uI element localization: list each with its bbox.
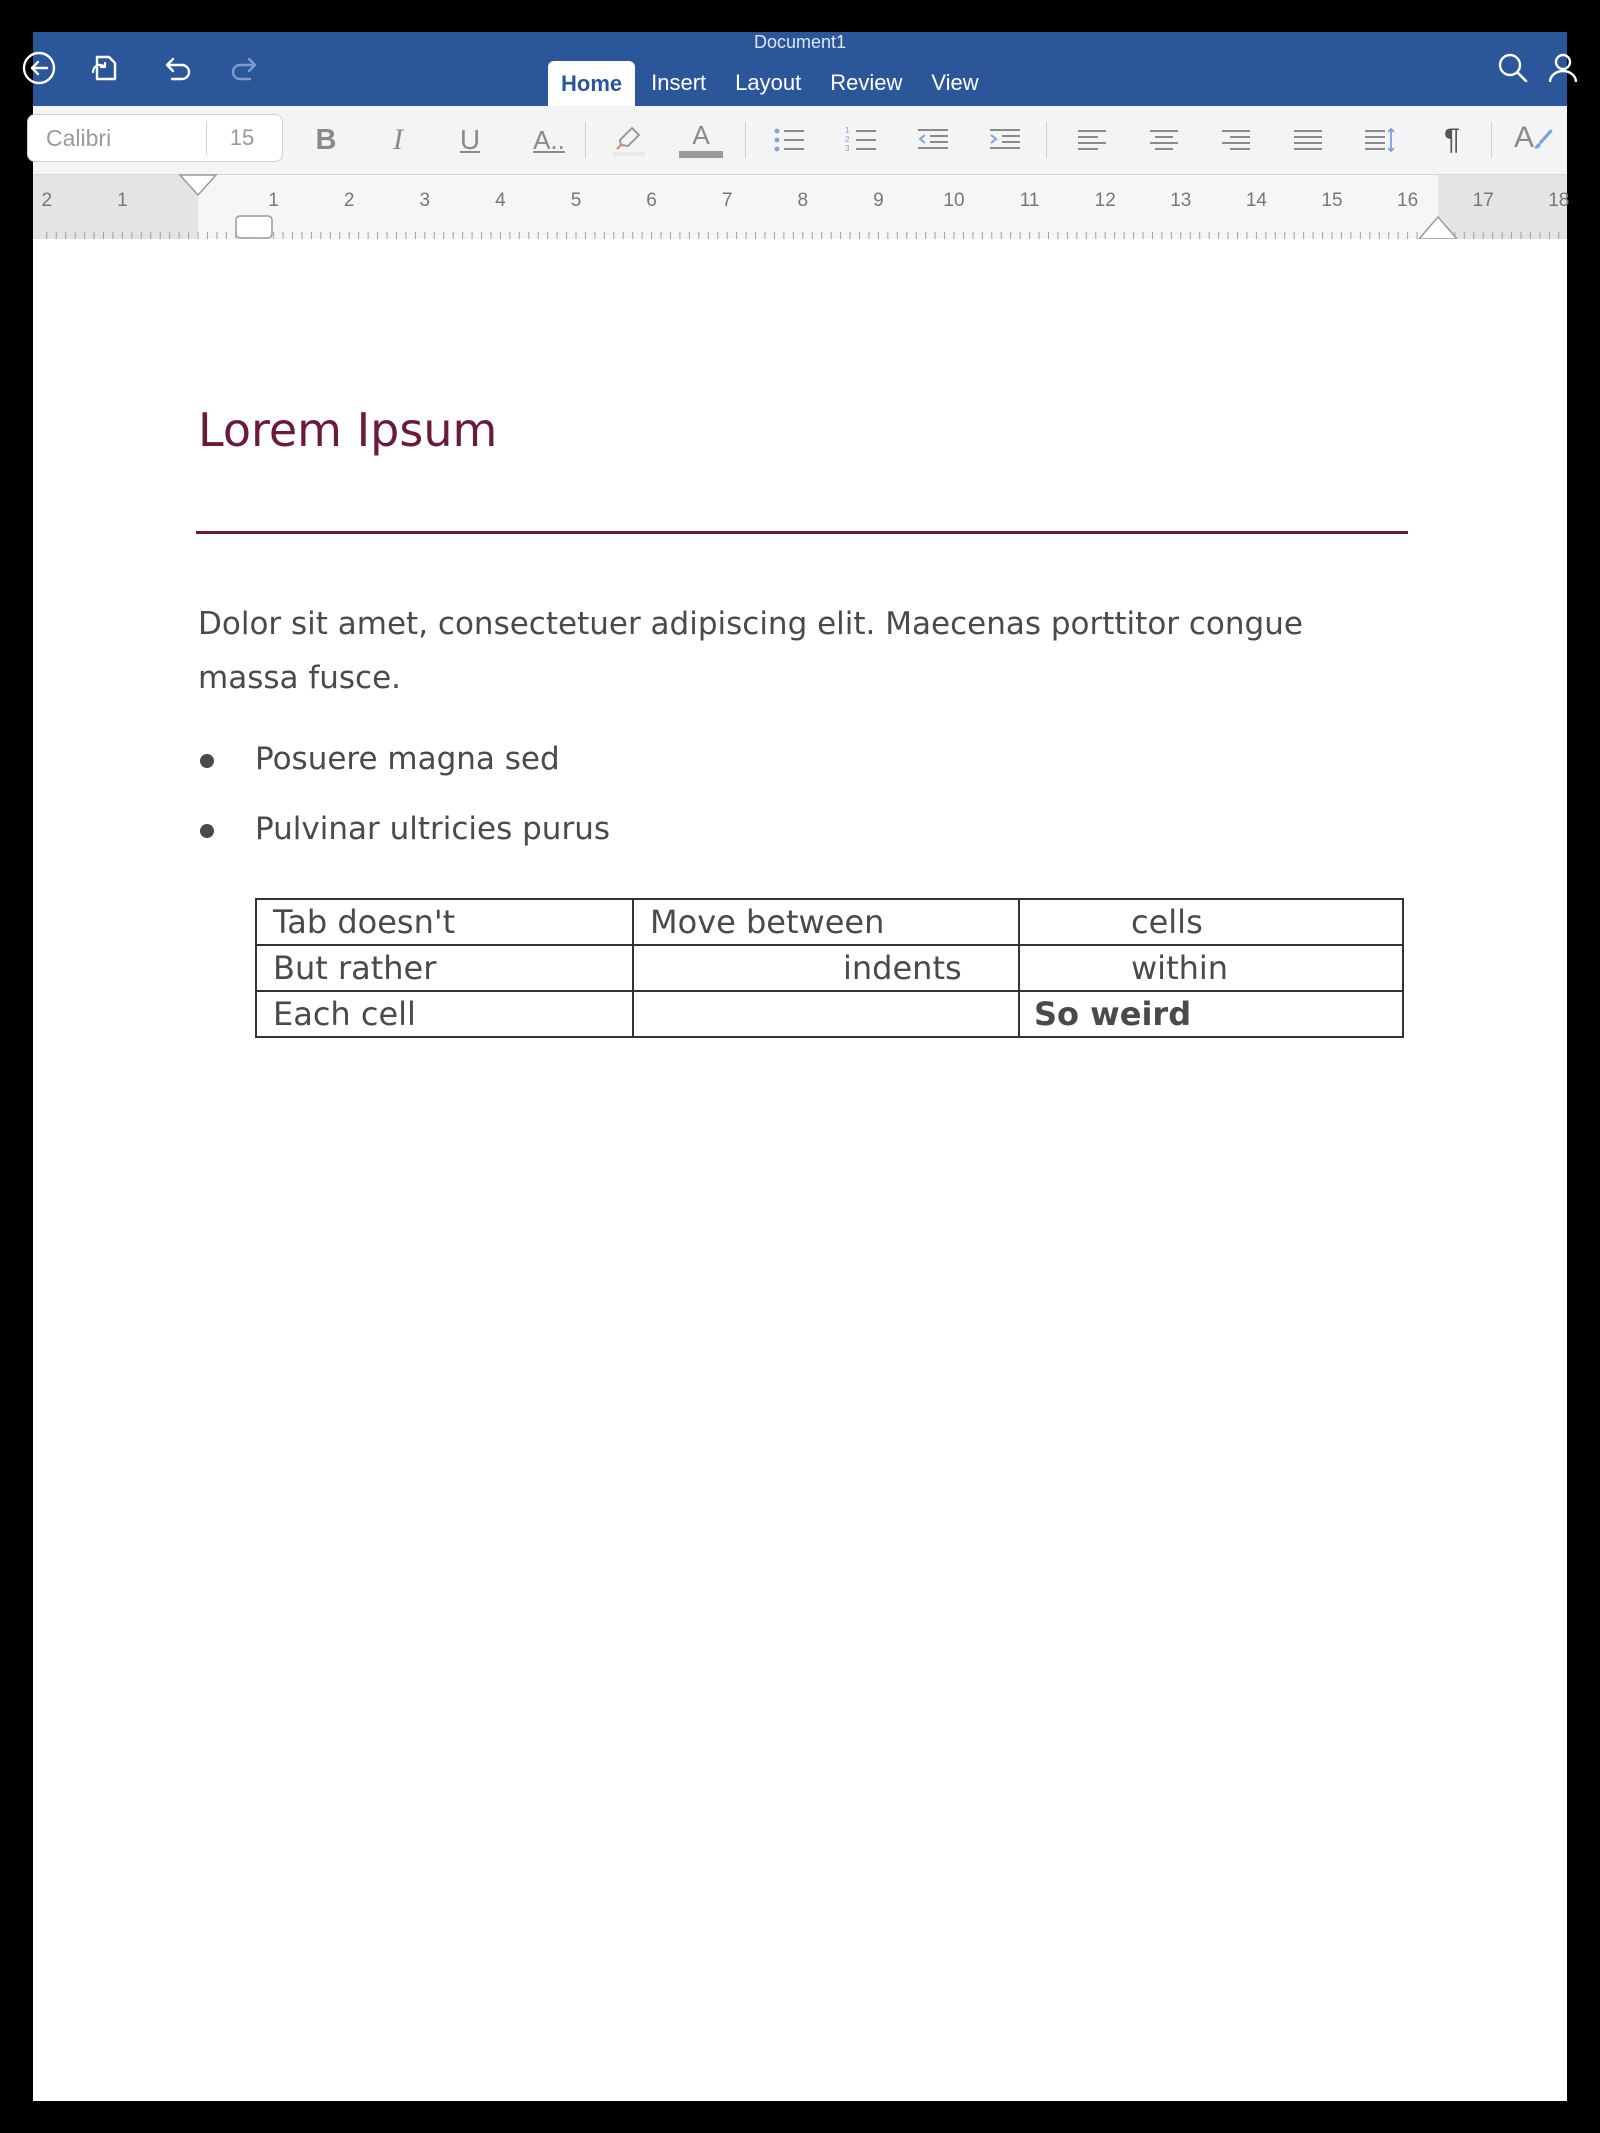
ruler-label: 10 xyxy=(943,190,965,211)
font-selector[interactable] xyxy=(27,114,283,162)
justify-icon xyxy=(1291,123,1325,157)
table-row xyxy=(256,899,1403,945)
svg-text:3: 3 xyxy=(845,144,850,153)
title-bar xyxy=(33,32,1567,106)
font-color-button[interactable] xyxy=(678,118,724,162)
align-left-button[interactable] xyxy=(1069,118,1115,162)
show-formatting-button[interactable] xyxy=(1429,118,1475,162)
ruler-label: 16 xyxy=(1397,190,1419,211)
ruler-label: 1 xyxy=(117,190,128,211)
font-color-icon: A xyxy=(692,120,710,150)
table-cell[interactable]: within xyxy=(1019,945,1403,991)
ribbon-divider xyxy=(745,122,746,158)
align-center-icon xyxy=(1147,123,1181,157)
back-icon[interactable] xyxy=(17,46,61,90)
document-table xyxy=(255,898,1404,1038)
bold-icon: B xyxy=(315,123,337,156)
ruler-label: 17 xyxy=(1472,190,1494,211)
tab-layout[interactable]: Layout xyxy=(735,70,802,95)
table-cell[interactable] xyxy=(633,991,1019,1037)
ruler-label: 6 xyxy=(646,190,657,211)
decrease-indent-button[interactable] xyxy=(910,118,956,162)
ruler-label: 2 xyxy=(41,190,53,211)
italic-icon: I xyxy=(393,123,403,156)
ruler-label: 15 xyxy=(1321,190,1343,211)
ribbon-divider xyxy=(1046,122,1047,158)
ruler-scale xyxy=(33,175,1570,239)
align-right-button[interactable] xyxy=(1213,118,1259,162)
line-spacing-icon xyxy=(1363,123,1397,157)
word-window xyxy=(33,32,1570,2101)
ruler-label: 13 xyxy=(1170,190,1192,211)
underline-icon: U xyxy=(459,124,481,155)
list-item[interactable] xyxy=(198,794,610,864)
table-cell[interactable]: cells xyxy=(1019,899,1403,945)
ruler-label: 8 xyxy=(797,190,809,211)
ruler-label: 2 xyxy=(343,190,355,211)
document-heading[interactable]: Lorem Ipsum xyxy=(198,403,498,457)
ruler-label: 7 xyxy=(721,190,733,211)
increase-indent-icon xyxy=(988,123,1022,157)
italic-button[interactable] xyxy=(375,118,421,162)
redo-icon[interactable] xyxy=(224,46,268,90)
text-effects-button[interactable] xyxy=(519,118,579,162)
styles-icon: A xyxy=(1514,121,1535,154)
bold-button[interactable] xyxy=(303,118,349,162)
styles-button[interactable] xyxy=(1509,118,1555,162)
align-center-button[interactable] xyxy=(1141,118,1187,162)
highlighter-icon xyxy=(612,123,646,157)
align-left-icon xyxy=(1075,123,1109,157)
numbering-button[interactable] xyxy=(838,118,884,162)
numbered-list-icon xyxy=(844,123,878,157)
ruler-label: 18 xyxy=(1548,190,1570,211)
line-spacing-button[interactable] xyxy=(1357,118,1403,162)
account-icon[interactable] xyxy=(1541,46,1585,90)
bullet-dot-icon xyxy=(200,754,214,768)
bullets-button[interactable] xyxy=(766,118,812,162)
decrease-indent-icon xyxy=(916,123,950,157)
text-effects-icon: A.. xyxy=(533,124,565,155)
underline-button[interactable] xyxy=(447,118,493,162)
home-ribbon xyxy=(33,106,1567,175)
ruler-label: 11 xyxy=(1019,190,1040,211)
table-row xyxy=(256,991,1403,1037)
bullet-list-icon xyxy=(772,123,806,157)
list-item[interactable] xyxy=(198,724,610,794)
paintbrush-icon xyxy=(1532,127,1554,153)
table-cell[interactable]: Each cell xyxy=(256,991,633,1037)
ribbon-divider xyxy=(585,122,586,158)
tab-insert[interactable]: Insert xyxy=(651,70,707,95)
document-title: Document1 xyxy=(753,32,847,52)
tab-home[interactable]: Home xyxy=(548,61,635,106)
ruler-label: 4 xyxy=(495,190,506,211)
left-indent-marker xyxy=(236,216,272,238)
ruler-label: 12 xyxy=(1094,190,1116,211)
table-cell[interactable]: So weird xyxy=(1019,991,1403,1037)
table-cell[interactable]: indents xyxy=(633,945,1019,991)
heading-underline-rule xyxy=(196,531,1408,534)
document-page[interactable] xyxy=(33,239,1567,2101)
ribbon-tabs xyxy=(548,59,995,106)
table-cell[interactable]: But rather xyxy=(256,945,633,991)
svg-text:1: 1 xyxy=(845,126,850,135)
align-right-icon xyxy=(1219,123,1253,157)
pilcrow-icon: ¶ xyxy=(1443,123,1461,156)
list-item-text: Posuere magna sed xyxy=(255,741,560,777)
increase-indent-button[interactable] xyxy=(982,118,1028,162)
bullet-dot-icon xyxy=(200,824,214,838)
svg-text:2: 2 xyxy=(845,135,850,144)
tab-view[interactable]: View xyxy=(931,70,979,95)
ribbon-divider xyxy=(1491,122,1492,158)
ruler-label: 14 xyxy=(1245,190,1267,211)
font-color-swatch xyxy=(679,151,723,158)
list-item-text: Pulvinar ultricies purus xyxy=(255,811,610,847)
ruler-label: 1 xyxy=(268,190,279,211)
highlight-button[interactable] xyxy=(606,118,652,162)
ruler-label: 5 xyxy=(570,190,582,211)
search-icon[interactable] xyxy=(1491,46,1535,90)
ruler-label: 9 xyxy=(873,190,884,211)
ruler-label: 3 xyxy=(419,190,431,211)
table-row xyxy=(256,945,1403,991)
font-box-divider xyxy=(206,121,207,155)
table-cell[interactable]: Tab doesn't xyxy=(256,899,633,945)
table-cell[interactable]: Move between xyxy=(633,899,1019,945)
tab-review[interactable]: Review xyxy=(830,70,903,95)
horizontal-ruler[interactable] xyxy=(33,175,1570,239)
font-size-field[interactable]: 15 xyxy=(229,125,255,150)
body-paragraph[interactable]: Dolor sit amet, consectetuer adipiscing elit. Maecenas porttitor congue massa fusce. xyxy=(198,606,1303,696)
bullet-list xyxy=(198,724,610,864)
justify-button[interactable] xyxy=(1285,118,1331,162)
font-name-field[interactable]: Calibri xyxy=(46,125,112,151)
undo-icon[interactable] xyxy=(154,46,198,90)
files-icon[interactable] xyxy=(83,46,127,90)
